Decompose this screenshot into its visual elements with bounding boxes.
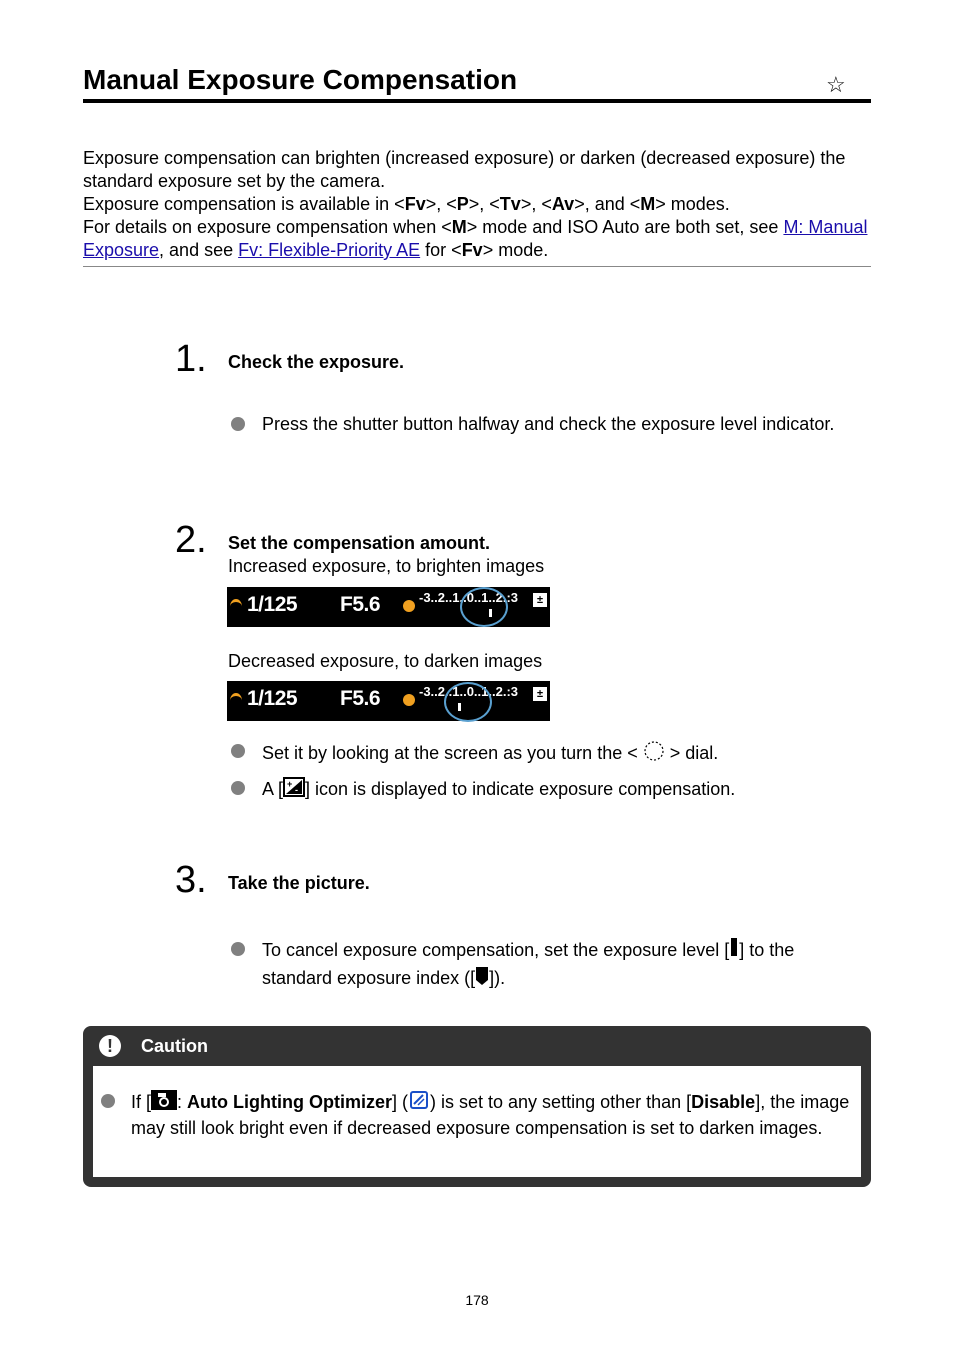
- caution-text-part: ] (: [392, 1091, 409, 1112]
- shutter-speed: 1/125: [247, 593, 298, 616]
- intro-text-part: >, <: [425, 194, 457, 214]
- bullet-text-part: ] icon is displayed to indicate exposure compensation.: [305, 778, 736, 799]
- caution-icon: !: [99, 1035, 121, 1057]
- aperture: F5.6: [340, 687, 381, 710]
- mode-m: M: [640, 194, 656, 214]
- intro-text-part: > mode.: [482, 240, 549, 260]
- intro-text-part: , and see: [159, 240, 239, 260]
- intro-text-part: > modes.: [655, 194, 730, 214]
- intro-text-part: For details on exposure compensation when <: [83, 217, 452, 237]
- bullet: [231, 781, 245, 795]
- link-flexible-priority-ae[interactable]: Fv: Flexible-Priority AE: [238, 240, 421, 260]
- dial-arc-icon: [230, 599, 242, 614]
- step-bullet-text: Press the shutter button halfway and check the exposure level indicator.: [262, 414, 835, 434]
- auto-lighting-optimizer-icon: [408, 1089, 430, 1117]
- shutter-speed: 1/125: [247, 687, 298, 710]
- setting-value: Disable: [691, 1091, 756, 1112]
- caution-title: Caution: [141, 1036, 208, 1056]
- mode-tv: Tv: [499, 194, 521, 214]
- step-title: Take the picture.: [228, 873, 370, 893]
- aperture: F5.6: [340, 593, 381, 616]
- step-title: Set the compensation amount.: [228, 533, 491, 553]
- svg-text:+: +: [287, 779, 293, 789]
- bullet-text-part: > dial.: [669, 742, 719, 763]
- intro-text-part: for <: [420, 240, 462, 260]
- exposure-icon: [403, 694, 415, 706]
- highlight-ring: [460, 587, 508, 627]
- bullet-text-part: Set it by looking at the screen as you turn the <: [262, 742, 638, 763]
- caution-text-part: ) is set to any setting other than [: [430, 1091, 692, 1112]
- step-bullet-text: [262, 777, 862, 803]
- intro-text-part: > mode and ISO Auto are both set, see: [466, 217, 784, 237]
- title-rule: [83, 99, 871, 103]
- exposure-comp-icon: [283, 777, 305, 803]
- exposure-comp-icon: ±: [533, 687, 547, 701]
- intro-text: [83, 147, 873, 262]
- step-number: 1.: [175, 338, 207, 380]
- intro-text-part: >, and <: [574, 194, 641, 214]
- link-manual-exposure[interactable]: M: Manual Exposure: [83, 217, 868, 260]
- exposure-level-icon: [729, 937, 739, 965]
- bullet: [231, 417, 245, 431]
- bullet-text-part: ]).: [489, 968, 506, 989]
- decreased-label: Decreased exposure, to darken images: [228, 651, 543, 671]
- lcd-increased: [227, 587, 550, 627]
- caution-text-part: If [: [131, 1091, 152, 1112]
- step-number: 2.: [175, 519, 207, 561]
- mode-fv: Fv: [461, 240, 483, 260]
- highlight-ring: [444, 682, 492, 722]
- camera-icon: [151, 1090, 177, 1116]
- bullet-text-part: A [: [262, 778, 284, 799]
- caution-text: If [ : Auto Lighting Optimizer] ( ) is set to any setting other than [Disable], the image may still look bright even if decreased exposure compensation is set to darken images.: [131, 1089, 851, 1140]
- mode-av: Av: [551, 194, 575, 214]
- mode-m: M: [451, 217, 467, 237]
- bullet-text-part: To cancel exposure compensation, set the exposure level [: [262, 940, 730, 960]
- exposure-scale: -3..2..1..0..1..2.:3: [419, 684, 518, 699]
- step-title: Check the exposure.: [228, 352, 405, 372]
- caution-text-part: ], the image may still look bright even if decreased exposure compensation is set to darken images.: [131, 1091, 850, 1138]
- main-dial-icon: [643, 740, 665, 768]
- exposure-comp-icon: ±: [533, 593, 547, 607]
- bullet: [231, 744, 245, 758]
- exposure-scale: -3..2..1..0..1..2.:3: [419, 590, 518, 605]
- star-icon: ☆: [826, 72, 846, 97]
- exposure-icon: [403, 600, 415, 612]
- lcd-decreased: [227, 681, 550, 721]
- mode-fv: Fv: [404, 194, 426, 214]
- intro-text-part: >, <: [520, 194, 552, 214]
- mode-p: P: [456, 194, 469, 214]
- step-number: 3.: [175, 859, 207, 901]
- standard-exposure-icon: [475, 966, 489, 994]
- setting-name: Auto Lighting Optimizer: [187, 1091, 393, 1112]
- step-bullet-text: [262, 937, 862, 994]
- bullet-text-part: ] to the standard exposure index ([: [262, 940, 795, 989]
- svg-text:-: -: [295, 785, 299, 795]
- dial-arc-icon: [230, 693, 242, 708]
- intro-line1: Exposure compensation can brighten (increased exposure) or darken (decreased exposure) the standard exposure set by the camera.: [83, 148, 846, 191]
- bullet: [231, 942, 245, 956]
- page-number: 178: [465, 1292, 489, 1308]
- step-bullet-text: [262, 740, 862, 768]
- intro-text-part: >, <: [468, 194, 500, 214]
- bullet: [101, 1094, 115, 1108]
- page-title: Manual Exposure Compensation: [83, 64, 518, 95]
- increased-label: Increased exposure, to brighten images: [228, 556, 545, 576]
- intro-text-part: Exposure compensation is available in <: [83, 194, 405, 214]
- intro-rule: [83, 266, 871, 267]
